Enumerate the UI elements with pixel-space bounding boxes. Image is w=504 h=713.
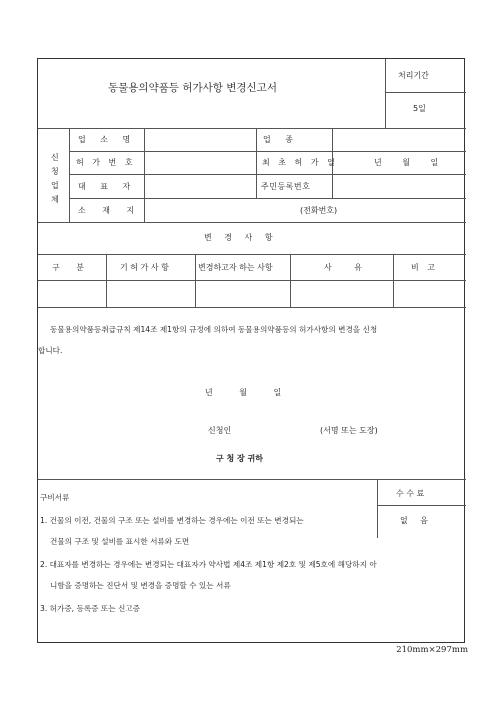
first-license-date-label: 최 초 허 가 일 bbox=[262, 158, 338, 167]
change-cell-requested[interactable] bbox=[196, 281, 289, 306]
form-title: 동물용의약품등 허가사항 변경신고서 bbox=[108, 82, 277, 94]
divider bbox=[69, 128, 70, 222]
representative-field[interactable] bbox=[145, 175, 255, 197]
divider bbox=[38, 307, 466, 308]
divider bbox=[377, 505, 466, 506]
change-cell-remarks[interactable] bbox=[394, 281, 465, 306]
divider bbox=[377, 479, 378, 538]
divider bbox=[38, 254, 466, 255]
resident-number-label: 주민등록번호 bbox=[261, 182, 311, 191]
divider bbox=[385, 59, 386, 128]
address-label: 소 재 지 bbox=[78, 206, 135, 215]
divider bbox=[38, 479, 466, 480]
license-number-field[interactable] bbox=[145, 152, 255, 173]
applicant-label: 신청인 bbox=[208, 426, 232, 435]
column-header-requested: 변경하고자 하는 사항 bbox=[198, 263, 273, 272]
divider bbox=[256, 128, 257, 198]
column-header-existing: 기 허 가 사 항 bbox=[120, 263, 169, 272]
application-date[interactable]: 년 월 일 bbox=[205, 388, 282, 397]
business-type-label: 업 종 bbox=[263, 135, 299, 144]
divider bbox=[38, 222, 466, 223]
declaration-text-line2: 합니다. bbox=[38, 346, 63, 355]
first-license-date-field[interactable]: 년 월 일 bbox=[374, 158, 439, 167]
phone-label: (전화번호) bbox=[300, 206, 338, 215]
change-cell-existing[interactable] bbox=[107, 281, 194, 306]
fee-value: 없 음 bbox=[400, 516, 428, 525]
divider bbox=[385, 92, 466, 93]
business-name-label: 업 소 명 bbox=[78, 135, 137, 144]
document-item-2-cont: 니함을 증명하는 진단서 및 변경을 증명할 수 있는 서류 bbox=[50, 581, 231, 590]
processing-period-label: 처리기간 bbox=[398, 71, 429, 80]
paper-size-note: 210mm×297mm bbox=[396, 645, 468, 655]
business-name-field[interactable] bbox=[145, 129, 255, 150]
column-header-reason: 사 유 bbox=[324, 263, 362, 272]
representative-label: 대 표 자 bbox=[78, 182, 137, 191]
change-cell-category[interactable] bbox=[39, 281, 105, 306]
document-item-2: 2. 대표자를 변경하는 경우에는 변경되는 대표자가 약사법 제4조 제1항 제2호 및 제5호에 해당하지 아 bbox=[40, 560, 377, 569]
document-item-1: 1. 건물의 이전, 건물의 구조 또는 설비를 변경하는 경우에는 이전 또는 변경되는 bbox=[40, 516, 304, 525]
declaration-text-line1: 동물용의약품등취급규칙 제14조 제1항의 규정에 의하여 동물용의약품등의 허가사항의 변경을 신청 bbox=[50, 325, 378, 334]
documents-title: 구비서류 bbox=[40, 493, 70, 502]
document-item-1-cont: 건물의 구조 및 설비를 표시한 서류와 도면 bbox=[50, 537, 190, 546]
fee-label: 수 수 료 bbox=[396, 489, 425, 498]
change-cell-reason[interactable] bbox=[291, 281, 392, 306]
signature-label[interactable]: (서명 또는 도장) bbox=[320, 426, 378, 435]
document-item-3: 3. 허가증, 등록증 또는 신고증 bbox=[40, 604, 141, 613]
recipient-label: 구 청 장 귀하 bbox=[216, 454, 263, 463]
application-form bbox=[37, 58, 465, 643]
column-header-category: 구 분 bbox=[52, 263, 84, 272]
resident-number-field[interactable] bbox=[333, 175, 465, 197]
column-header-remarks: 비 고 bbox=[411, 263, 435, 272]
business-type-field[interactable] bbox=[333, 129, 465, 150]
license-number-label: 허 가 번 호 bbox=[76, 158, 136, 167]
applicant-section-label: 신 청 업 체 bbox=[51, 153, 59, 204]
changes-section-title: 변 경 사 항 bbox=[204, 233, 273, 242]
divider bbox=[69, 151, 466, 152]
processing-period-value: 5일 bbox=[413, 104, 426, 113]
